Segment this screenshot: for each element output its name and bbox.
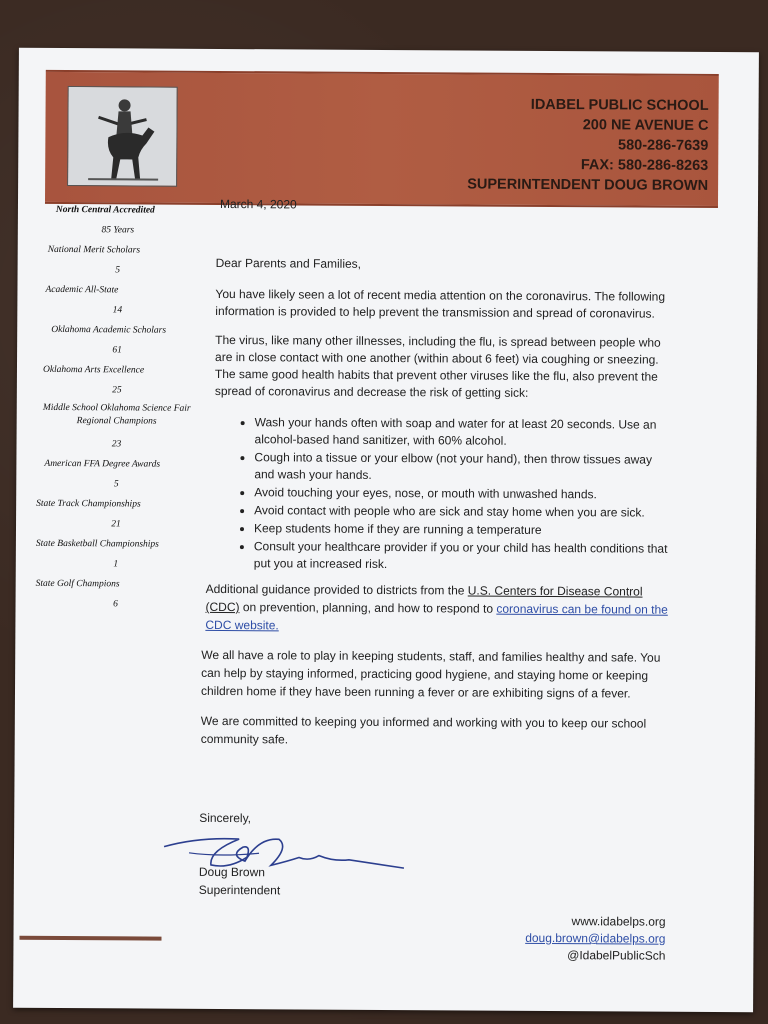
list-item: • Keep students home if they are running a temperature [254,520,669,540]
sidebar-item: National Merit Scholars [47,244,141,256]
paragraph-commitment: We are committed to keeping you informed and working with you to keep our school community safe. [200,713,647,747]
email-link[interactable]: doug.brown@idabelps.org [525,930,666,946]
cdc-name: U.S. Centers for Disease Control (CDC) [205,583,643,615]
list-item: • Consult your healthcare provider if you or your child has health conditions that put you at increased risk. [254,538,669,575]
paragraph-cdc-guidance [205,580,668,637]
signer-title: Superintendent [198,882,281,898]
list-item: • Avoid contact with people who are sick and stay home when you are sick. [254,502,669,522]
horse-rider-statue-icon [68,87,177,186]
letter-greeting: Dear Parents and Families, [215,255,362,271]
signer-name: Doug Brown [198,864,265,880]
list-item: • Avoid touching your eyes, nose, or mouth with unwashed hands. [254,484,669,504]
sidebar-item: 25 [112,385,122,396]
sidebar-item: American FFA Degree Awards [44,458,161,470]
paragraph-text: on prevention, planning, and how to respond to [239,600,497,616]
health-tips-list [214,414,670,575]
sidebar-item: 14 [112,305,123,316]
school-logo-photo [67,86,178,187]
sidebar-item: 5 [115,265,120,276]
signature-block [199,809,281,899]
closing: Sincerely, [199,810,252,826]
school-contact-block [467,94,708,195]
sidebar-item: 1 [113,559,119,570]
list-item: • Cough into a tissue or your elbow (not your hand), then throw tissues away and wash your hands. [254,449,669,486]
superintendent-line: SUPERINTENDENT DOUG BROWN [467,176,709,194]
sidebar-item: State Track Championships [36,498,141,510]
letter-paper [13,48,759,1013]
school-address: 200 NE AVENUE C [582,117,709,134]
letterhead-banner [45,70,719,208]
sidebar-item: Oklahoma Academic Scholars [51,324,167,336]
paragraph-role: We all have a role to play in keeping students, staff, and families healthy and safe. You can help by staying informed, practicing good hygiene, and staying home or keeping children home if they have been running a fever or are exhibiting signs of a fever. [200,647,661,701]
achievements-sidebar [25,200,208,615]
sidebar-item: Middle School Oklahoma Science Fair Regional Champions [42,402,191,427]
paragraph-text: Additional guidance provided to districts from the [205,581,468,598]
social-handle[interactable]: @IdabelPublicSch [567,948,666,963]
cdc-website-link[interactable]: coronavirus can be found on the CDC website. [205,601,668,633]
letter-body [200,255,671,763]
sidebar-item: North Central Accredited [55,204,155,216]
sidebar-item: 85 Years [101,225,135,236]
letter-date: March 4, 2020 [219,196,297,212]
paragraph-virus-spread: The virus, like many other illnesses, including the flu, is spread between people who are in close contact with one another (within about 6 feet) via coughing or sneezing. The same good health habits that prevent other viruses like the flu, also prevent the spread of coronavirus and decrease the risk of getting sick: [214,332,661,400]
sidebar-item: Academic All-State [45,284,119,296]
sidebar-item: 5 [113,479,119,490]
sidebar-item: 21 [111,519,121,530]
signature-icon [159,817,409,889]
sidebar-item: Oklahoma Arts Excellence [42,364,145,376]
sidebar-item: State Golf Champions [35,578,120,590]
website-link[interactable]: www.idabelps.org [571,914,666,929]
footer-divider [19,936,161,941]
school-fax: FAX: 580-286-8263 [580,157,709,174]
school-name: IDABEL PUBLIC SCHOOL [530,96,709,114]
list-item: • Wash your hands often with soap and water for at least 20 seconds. Use an alcohol-based hand sanitizer, with 60% alcohol. [254,414,669,451]
sidebar-item: State Basketball Championships [35,538,159,550]
school-phone: 580-286-7639 [617,137,709,154]
sidebar-item: 6 [113,599,118,610]
sidebar-item: 61 [112,345,122,356]
sidebar-item: 23 [111,439,122,450]
paragraph-intro: You have likely seen a lot of recent media attention on the coronavirus. The following information is provided to help prevent the transmission and spread of coronavirus. [215,286,666,321]
footer-contact [525,913,666,965]
